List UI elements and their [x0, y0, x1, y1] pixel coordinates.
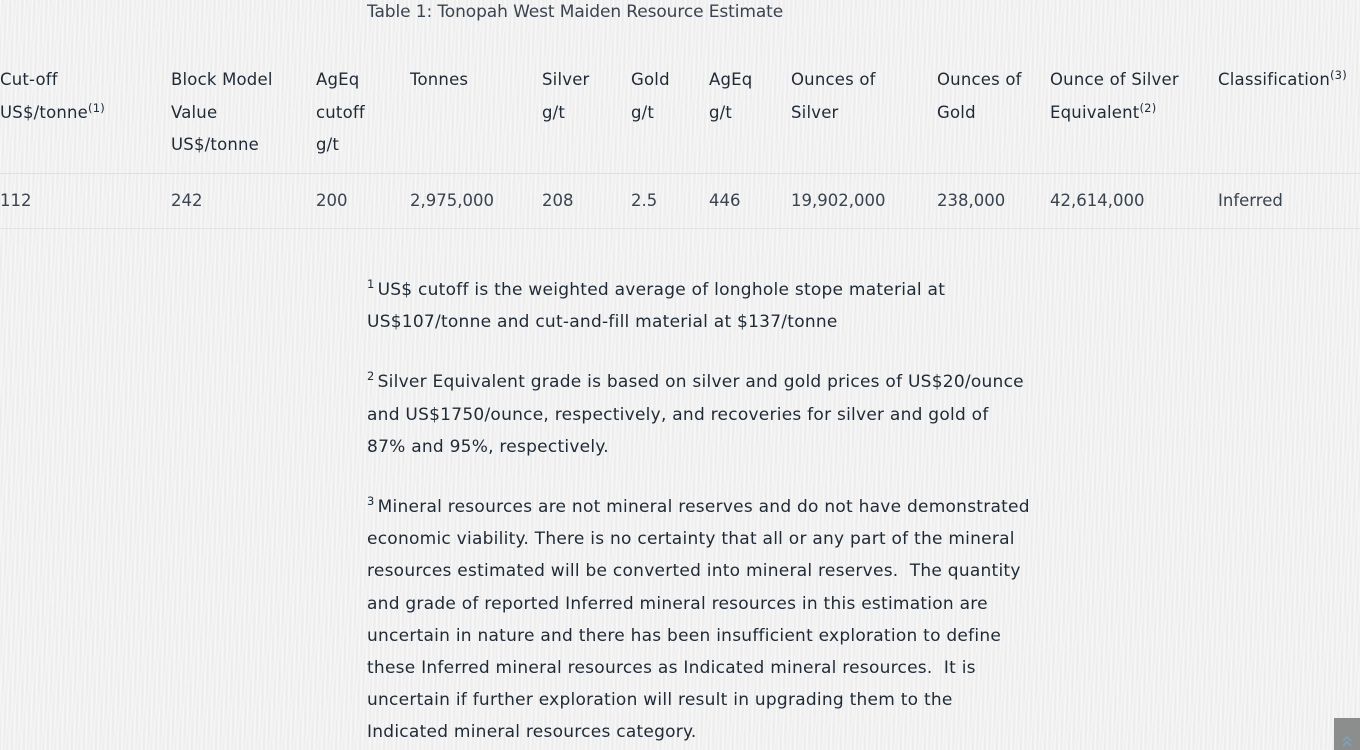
footnote-text: Mineral resources are not mineral reserves and do not have demonstrated economic viability. There is no certainty that all or any part of the mineral resources estimated will be converted into mineral reserves. The quantity and grade of reported Inferred mineral resources in this estimation are uncertain in nature and there has been insufficient exploration to define these Inferred mineral resources as Indicated mineral resources. It is uncertain if further exploration will result in upgrading them to the Indicated mineral resources category. [367, 497, 1036, 743]
footnotes [367, 274, 1036, 750]
table-cell: 200 [316, 173, 410, 228]
footnote-marker: 1 [367, 277, 375, 291]
footnote [367, 274, 1032, 338]
footnote-marker: 2 [367, 369, 375, 384]
column-header [631, 64, 709, 173]
footnote-reference: (1) [88, 100, 105, 115]
column-header [316, 64, 410, 173]
footnote-reference: (2) [1139, 100, 1157, 115]
column-header-line: Ounces of [937, 70, 1022, 89]
table-cell: 42,614,000 [1050, 173, 1218, 228]
column-header-line: cutoff [316, 102, 365, 122]
column-header-line: Gold [937, 102, 976, 122]
column-header-line: Silver [542, 70, 590, 89]
table-header-row [0, 64, 1360, 173]
table-cell: 208 [542, 173, 631, 228]
table-caption: Table 1: Tonopah West Maiden Resource Estimate [367, 2, 784, 22]
column-header-line: Equivalent [1050, 102, 1140, 122]
table-body [0, 173, 1360, 228]
column-header [0, 64, 171, 173]
table-cell: 19,902,000 [791, 173, 937, 228]
column-header-line: US$/tonne [0, 102, 89, 122]
column-header-line: Cut-off [0, 70, 58, 89]
column-header-line: g/t [631, 102, 655, 122]
column-header-line: AgEq [316, 70, 360, 89]
footnote-text: Silver Equivalent grade is based on silver and gold prices of US$20/ounce and US$1750/ounce, respectively, and recoveries for silver and gold of 87% and 95%, respectively. [367, 372, 1030, 457]
column-header-line: Block Model [171, 70, 273, 89]
column-header [1218, 64, 1360, 173]
footnote-text: US$ cutoff is the weighted average of longhole stope material at US$107/tonne and cut-and-fill material at $137/tonne [367, 280, 951, 333]
column-header [171, 64, 316, 173]
double-chevron-up-icon [1340, 734, 1354, 748]
column-header-line: Value [171, 102, 218, 122]
column-header-line: Ounce of Silver [1050, 70, 1179, 89]
column-header-line: Ounces of [791, 70, 876, 89]
table-cell: 242 [171, 173, 316, 228]
footnote-marker: 3 [367, 494, 375, 509]
column-header-line: g/t [542, 102, 566, 122]
column-header [937, 64, 1050, 173]
scroll-to-top-button[interactable] [1334, 718, 1360, 750]
table-row [0, 173, 1360, 228]
table-cell: 2.5 [631, 173, 709, 228]
column-header [1050, 64, 1218, 173]
footnote [367, 366, 1032, 463]
table-cell: 446 [709, 173, 791, 228]
column-header-line: g/t [316, 135, 340, 154]
footnote-reference: (3) [1329, 68, 1347, 82]
table-cell: 112 [0, 173, 171, 228]
column-header-line: AgEq [709, 70, 753, 89]
resource-estimate-table [0, 64, 1360, 229]
column-header-line: Classification [1218, 70, 1330, 89]
column-header-line: US$/tonne [171, 135, 260, 154]
table-cell: 2,975,000 [410, 173, 542, 228]
column-header-line: Tonnes [410, 70, 469, 89]
column-header [542, 64, 631, 173]
column-header-line: g/t [709, 102, 733, 122]
column-header-line: Silver [791, 102, 839, 122]
table-cell: Inferred [1218, 173, 1360, 228]
column-header [791, 64, 937, 173]
table-cell: 238,000 [937, 173, 1050, 228]
column-header [709, 64, 791, 173]
footnote [367, 491, 1036, 749]
column-header [410, 64, 542, 173]
column-header-line: Gold [631, 70, 670, 89]
